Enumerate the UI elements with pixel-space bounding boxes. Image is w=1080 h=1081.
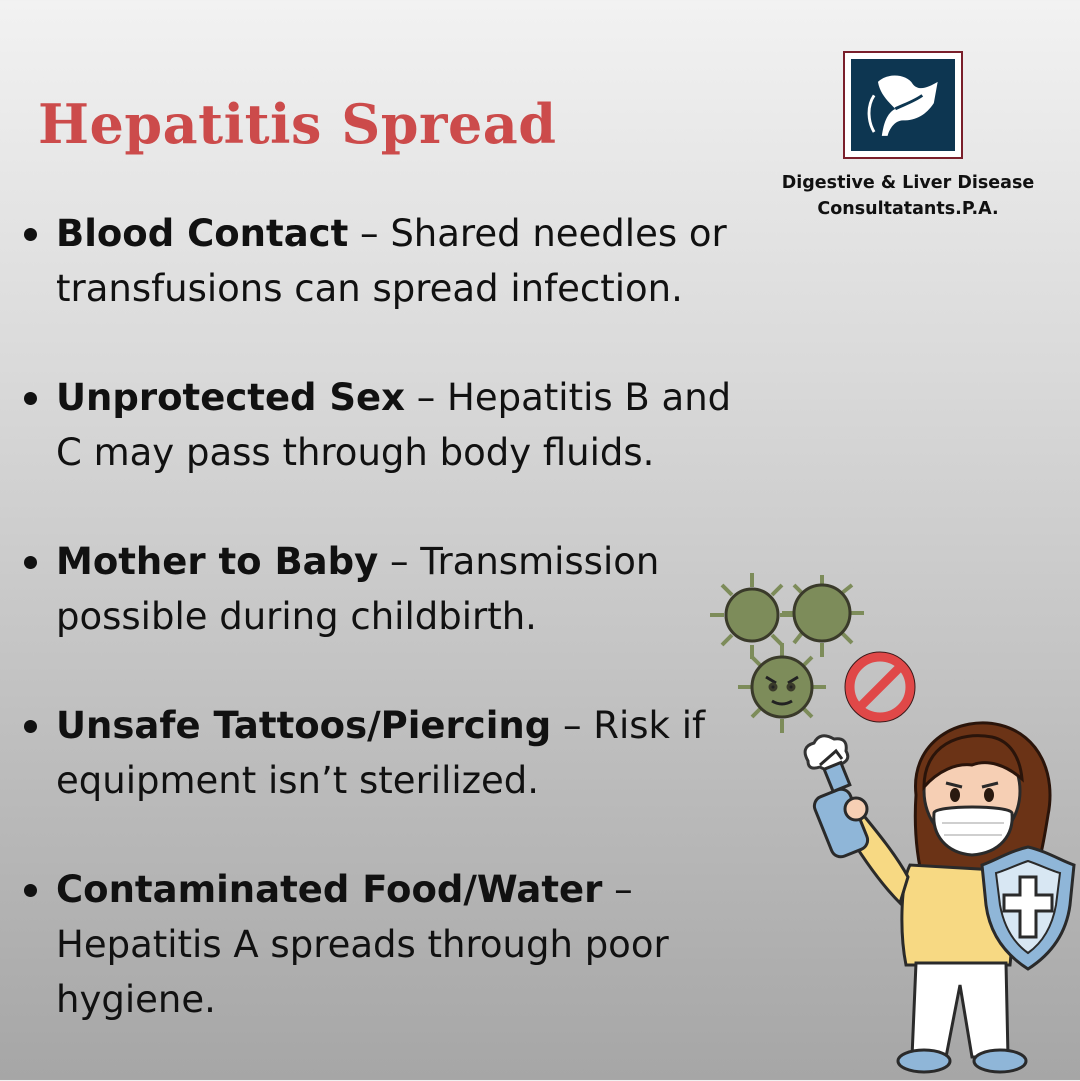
bullet-dot bbox=[24, 884, 37, 897]
point-term: Contaminated Food/Water bbox=[56, 868, 603, 911]
point-term: Mother to Baby bbox=[56, 540, 379, 583]
list-item bbox=[18, 862, 748, 1027]
bullet-dot bbox=[24, 720, 37, 733]
bullet-dot bbox=[24, 392, 37, 405]
girl-spraying-virus-illustration bbox=[710, 565, 1080, 1080]
point-separator: – bbox=[405, 376, 448, 419]
bullet-dot bbox=[24, 556, 37, 569]
company-logo bbox=[843, 51, 963, 159]
point-term: Blood Contact bbox=[56, 212, 349, 255]
liver-logo-icon bbox=[845, 53, 961, 157]
page-title: Hepatitis Spread bbox=[38, 92, 557, 156]
bullet-dot bbox=[24, 228, 37, 241]
point-text: Transmission possible during childbirth. bbox=[56, 540, 660, 638]
point-separator: – bbox=[378, 540, 421, 583]
company-name-line1: Digestive & Liver Disease bbox=[781, 173, 1035, 193]
point-text: Hepatitis A spreads through poor hygiene. bbox=[56, 923, 669, 1021]
transmission-list bbox=[18, 206, 748, 1081]
point-text: Hepatitis B and C may pass through body fluids. bbox=[56, 376, 732, 474]
virus-icon bbox=[782, 575, 864, 657]
prohibit-icon bbox=[846, 653, 914, 721]
point-separator: – bbox=[602, 868, 633, 911]
list-item bbox=[18, 698, 748, 808]
point-term: Unsafe Tattoos/Piercing bbox=[56, 704, 552, 747]
company-name bbox=[760, 170, 1056, 222]
point-separator: – bbox=[348, 212, 391, 255]
point-text: Shared needles or transfusions can spread infection. bbox=[56, 212, 727, 310]
list-item bbox=[18, 534, 748, 644]
point-term: Unprotected Sex bbox=[56, 376, 406, 419]
list-item bbox=[18, 370, 748, 480]
point-text: Risk if equipment isn’t sterilized. bbox=[56, 704, 706, 802]
point-separator: – bbox=[551, 704, 594, 747]
company-name-line2: Consultatants.P.A. bbox=[817, 199, 999, 219]
list-item bbox=[18, 206, 748, 316]
